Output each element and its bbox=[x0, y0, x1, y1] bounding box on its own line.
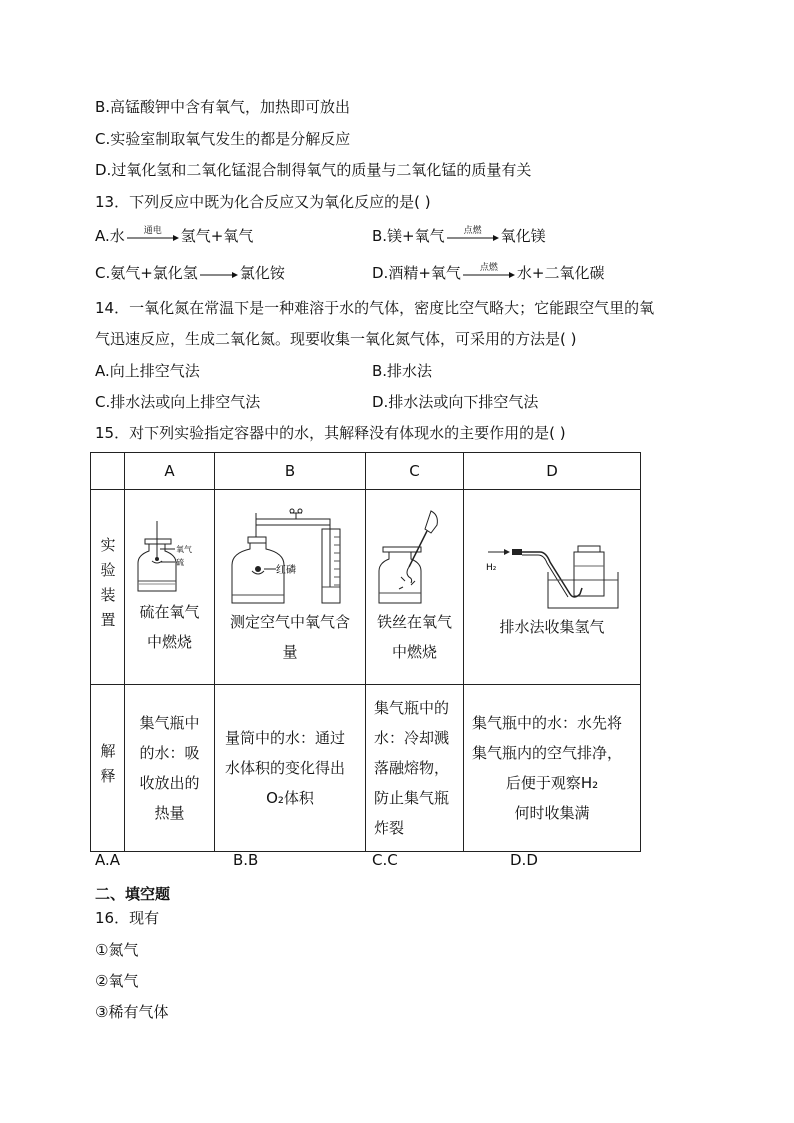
svg-text:H₂: H₂ bbox=[486, 563, 497, 573]
svg-text:硫: 硫 bbox=[175, 558, 184, 567]
caption-b: 测定空气中氧气含量 bbox=[229, 613, 350, 661]
table-header-row bbox=[91, 453, 641, 490]
cell-b-apparatus bbox=[215, 490, 366, 685]
q14-option-d: D.排水法或向下排空气法 bbox=[372, 393, 539, 411]
cell-b-explain: 量筒中的水：通过水体积的变化得出 O₂体积 bbox=[215, 685, 366, 852]
q15-choice-a: A.A bbox=[95, 851, 121, 869]
option-d: D.过氧化氢和二氧化锰混合制得氧气的质量与二氧化锰的质量有关 bbox=[95, 161, 532, 179]
svg-text:氧气: 氧气 bbox=[175, 545, 192, 554]
q13-option-a: A.水 通电 氢气+氧气 bbox=[95, 225, 254, 245]
q16-stem: 16．现有 bbox=[95, 909, 160, 927]
caption-d: 排水法收集氢气 bbox=[499, 618, 605, 636]
row-label-explain: 解释 bbox=[91, 685, 125, 852]
table-corner bbox=[91, 453, 125, 490]
arrow-icon: 点燃 bbox=[447, 229, 499, 245]
option-c: C.实验室制取氧气发生的都是分解反应 bbox=[95, 130, 351, 148]
table-row-explain bbox=[91, 685, 641, 852]
row-label-apparatus: 实验装置 bbox=[91, 490, 125, 685]
hydrogen-collection-figure bbox=[482, 532, 622, 612]
q16-item-3: ③稀有气体 bbox=[95, 1003, 169, 1021]
table-row-apparatus bbox=[91, 490, 641, 685]
header-c: C bbox=[366, 453, 464, 490]
cell-a-explain: 集气瓶中的水：吸收放出的热量 bbox=[125, 685, 215, 852]
header-b: B bbox=[215, 453, 366, 490]
q14-stem-line2: 气迅速反应，生成二氧化氮。现要收集一氧化氮气体，可采用的方法是( ) bbox=[95, 330, 577, 348]
q16-item-2: ②氧气 bbox=[95, 972, 139, 990]
q14-option-c: C.排水法或向上排空气法 bbox=[95, 393, 261, 411]
cell-c-apparatus bbox=[366, 490, 464, 685]
caption-c: 铁丝在氧气中燃烧 bbox=[376, 613, 452, 661]
option-b: B.高锰酸钾中含有氧气，加热即可放出 bbox=[95, 98, 351, 116]
oxygen-content-figure bbox=[220, 507, 360, 607]
q15-choice-b: B.B bbox=[233, 851, 259, 869]
q13-option-c: C.氨气+氯化氢 氯化铵 bbox=[95, 264, 285, 282]
q15-choice-d: D.D bbox=[510, 851, 538, 869]
svg-text:红磷: 红磷 bbox=[276, 565, 296, 576]
caption-a: 硫在氧气中燃烧 bbox=[139, 603, 200, 651]
q14-option-a: A.向上排空气法 bbox=[95, 362, 200, 380]
cell-c-explain: 集气瓶中的水：冷却溅落融熔物，防止集气瓶炸裂 bbox=[366, 685, 464, 852]
sulfur-burning-figure bbox=[130, 517, 210, 597]
q15-stem: 15．对下列实验指定容器中的水，其解释没有体现水的主要作用的是( ) bbox=[95, 424, 566, 442]
q16-item-1: ①氮气 bbox=[95, 941, 139, 959]
q13-option-d: D.酒精+氧气 点燃 水+二氧化碳 bbox=[372, 262, 605, 282]
arrow-icon: 点燃 bbox=[463, 266, 515, 282]
header-a: A bbox=[125, 453, 215, 490]
cell-d-apparatus bbox=[464, 490, 641, 685]
q13-option-b: B.镁+氧气 点燃 氧化镁 bbox=[372, 225, 546, 245]
cell-a-apparatus bbox=[125, 490, 215, 685]
q15-choice-c: C.C bbox=[372, 851, 398, 869]
arrow-icon bbox=[200, 266, 238, 282]
header-d: D bbox=[464, 453, 641, 490]
section-title: 二、填空题 bbox=[95, 885, 171, 903]
q13-stem: 13．下列反应中既为化合反应又为氧化反应的是( ) bbox=[95, 193, 431, 211]
q14-option-b: B.排水法 bbox=[372, 362, 433, 380]
q14-stem-line1: 14．一氧化氮在常温下是一种难溶于水的气体，密度比空气略大；它能跟空气里的氧 bbox=[95, 299, 655, 317]
cell-d-explain: 集气瓶中的水：水先将集气瓶内的空气排净， 后便于观察H₂ 何时收集满 bbox=[464, 685, 641, 852]
experiment-table bbox=[90, 452, 641, 852]
arrow-icon: 通电 bbox=[127, 229, 179, 245]
iron-wire-figure bbox=[375, 507, 455, 607]
